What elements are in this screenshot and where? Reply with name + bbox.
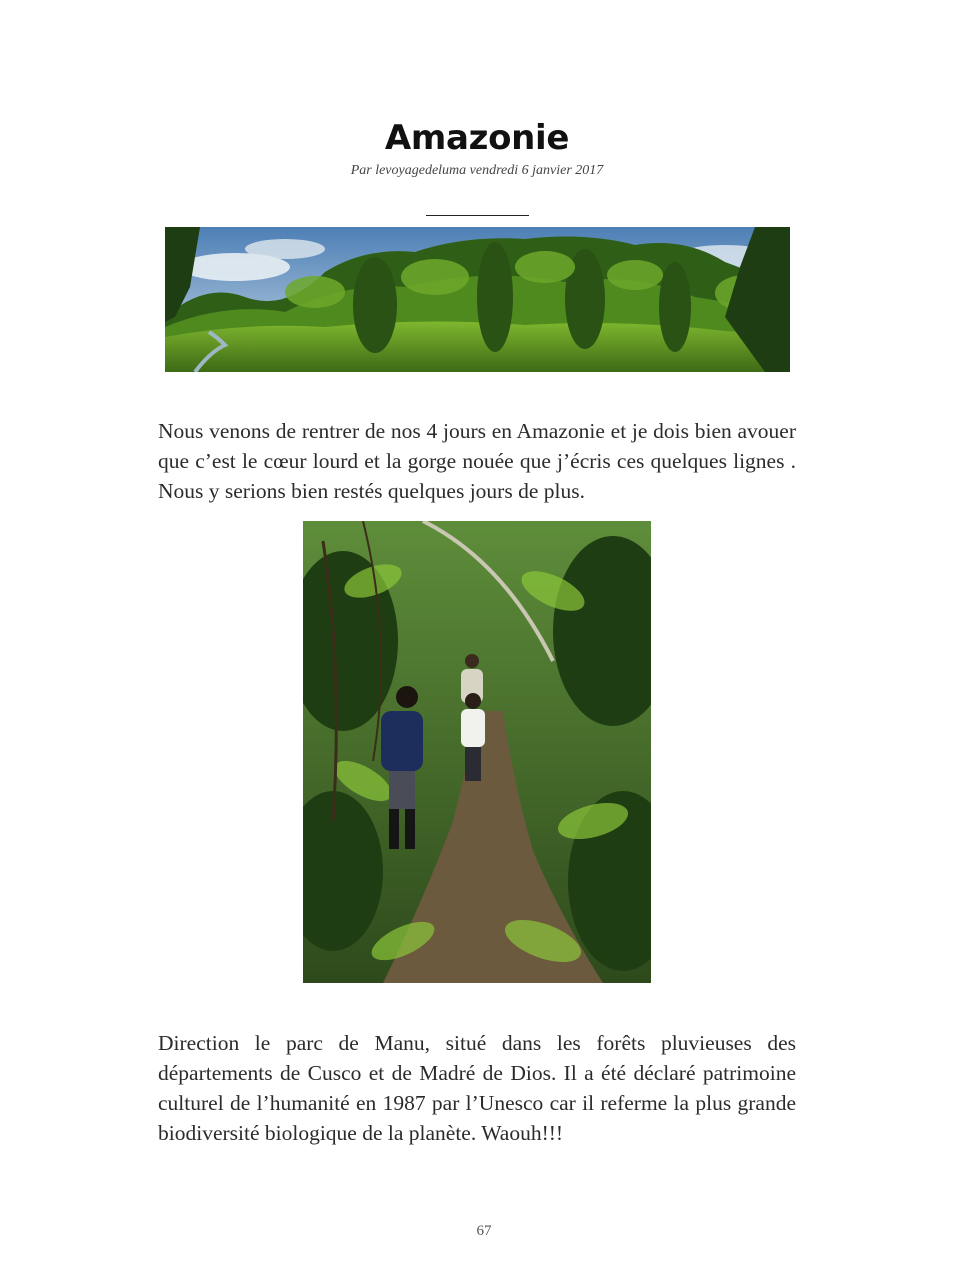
jungle-trail-photo (303, 521, 651, 983)
jungle-panorama-photo (165, 227, 790, 372)
title-separator (426, 215, 529, 216)
article-byline: Par levoyagedeluma vendredi 6 janvier 2017 (350, 163, 604, 178)
park-paragraph: Direction le parc de Manu, situé dans les forêts pluvieuses des départements de Cusco et de Madré de Dios. Il a été déclaré patrimoine culturel de l’humanité en 1987 par l’Unesco car il referme la plus grande biodiversité biologique de la planète. Waouh!!! (158, 1031, 796, 1145)
page-number: 67 (476, 1223, 492, 1239)
intro-paragraph: Nous venons de rentrer de nos 4 jours en Amazonie et je dois bien avouer que c’est le cœur lourd et la gorge nouée que j’écris ces quelques lignes . Nous y serions bien restés quelques jours de plus. (158, 419, 796, 503)
article-title: Amazonie (384, 118, 570, 158)
